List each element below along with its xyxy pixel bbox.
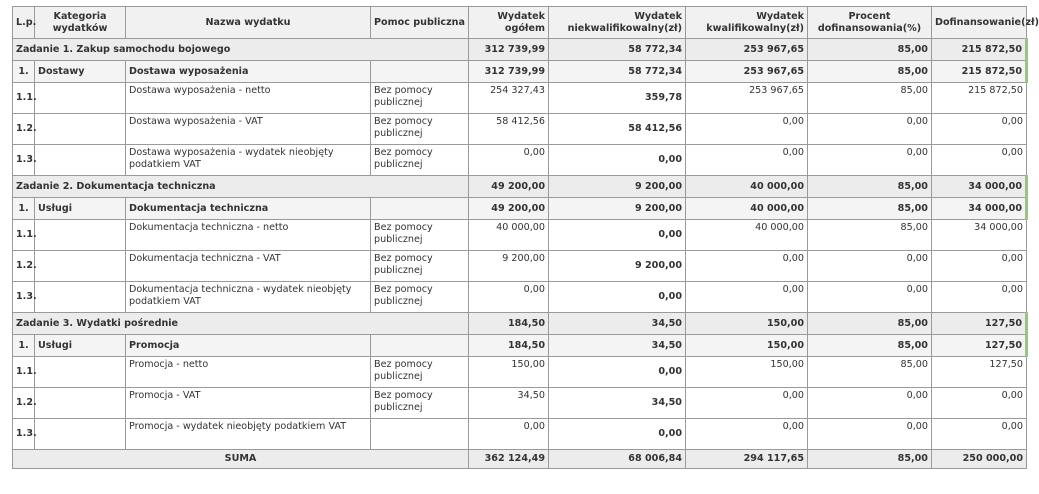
item-aid: Bez pomocy publicznej [371,251,469,282]
category-qualified: 40 000,00 [686,198,808,220]
item-row [13,114,1027,145]
item-nonqualified: 0,00 [549,419,686,450]
item-category [35,220,126,251]
expense-group-name: Dostawa wyposażenia [126,61,371,83]
item-aid: Bez pomocy publicznej [371,114,469,145]
expense-group-name: Dokumentacja techniczna [126,198,371,220]
category-nonqualified: 9 200,00 [549,198,686,220]
category-row [13,61,1027,83]
task-percent: 85,00 [808,176,932,198]
item-row [13,145,1027,176]
item-lp: 1.2. [13,251,35,282]
header-cofinancing: Dofinansowanie(zł) [932,7,1027,39]
task-qualified: 40 000,00 [686,176,808,198]
item-name: Dostawa wyposażenia - VAT [126,114,371,145]
header-public-aid: Pomoc publiczna [371,7,469,39]
task-cofinancing: 127,50 [932,313,1027,335]
task-row [13,39,1027,61]
item-row [13,419,1027,450]
item-percent: 0,00 [808,388,932,419]
category-total: 184,50 [469,335,549,357]
category-cofinancing: 215 872,50 [932,61,1027,83]
item-name: Dostawa wyposażenia - netto [126,83,371,114]
item-percent: 0,00 [808,145,932,176]
item-name: Dokumentacja techniczna - wydatek nieobjęty podatkiem VAT [126,282,371,313]
item-cofinancing: 0,00 [932,282,1027,313]
task-cofinancing: 34 000,00 [932,176,1027,198]
item-nonqualified: 0,00 [549,145,686,176]
category-row [13,335,1027,357]
category-percent: 85,00 [808,335,932,357]
item-cofinancing: 0,00 [932,145,1027,176]
item-lp: 1.3. [13,145,35,176]
task-nonqualified: 34,50 [549,313,686,335]
item-total: 0,00 [469,419,549,450]
sum-nonqualified: 68 006,84 [549,450,686,469]
item-row [13,388,1027,419]
category-nonqualified: 58 772,34 [549,61,686,83]
item-total: 34,50 [469,388,549,419]
item-percent: 0,00 [808,282,932,313]
item-cofinancing: 0,00 [932,251,1027,282]
item-total: 254 327,43 [469,83,549,114]
category-aid [371,61,469,83]
item-lp: 1.1. [13,220,35,251]
category-name: Usługi [35,335,126,357]
item-aid: Bez pomocy publicznej [371,357,469,388]
task-nonqualified: 9 200,00 [549,176,686,198]
item-lp: 1.3. [13,419,35,450]
header-category: Kategoria wydatków [35,7,126,39]
item-name: Dokumentacja techniczna - VAT [126,251,371,282]
category-total: 49 200,00 [469,198,549,220]
item-aid: Bez pomocy publicznej [371,83,469,114]
task-total: 312 739,99 [469,39,549,61]
item-percent: 85,00 [808,357,932,388]
item-lp: 1.1. [13,83,35,114]
category-qualified: 150,00 [686,335,808,357]
item-lp: 1.2. [13,388,35,419]
item-nonqualified: 0,00 [549,282,686,313]
category-cofinancing: 34 000,00 [932,198,1027,220]
item-nonqualified: 58 412,56 [549,114,686,145]
header-percent: Procent dofinansowania(%) [808,7,932,39]
header-name: Nazwa wydatku [126,7,371,39]
header-nonqualified: Wydatek niekwalifikowalny(zł) [549,7,686,39]
item-category [35,114,126,145]
item-nonqualified: 0,00 [549,220,686,251]
item-nonqualified: 359,78 [549,83,686,114]
item-qualified: 0,00 [686,114,808,145]
sum-qualified: 294 117,65 [686,450,808,469]
item-percent: 0,00 [808,251,932,282]
item-category [35,145,126,176]
item-category [35,357,126,388]
item-category [35,251,126,282]
item-name: Promocja - wydatek nieobjęty podatkiem VAT [126,419,371,450]
category-name: Usługi [35,198,126,220]
item-aid: Bez pomocy publicznej [371,282,469,313]
item-cofinancing: 0,00 [932,419,1027,450]
item-qualified: 253 967,65 [686,83,808,114]
item-total: 150,00 [469,357,549,388]
item-category [35,282,126,313]
task-title: Zadanie 2. Dokumentacja techniczna [13,176,469,198]
item-lp: 1.1. [13,357,35,388]
task-title: Zadanie 3. Wydatki pośrednie [13,313,469,335]
category-total: 312 739,99 [469,61,549,83]
category-lp: 1. [13,335,35,357]
task-cofinancing: 215 872,50 [932,39,1027,61]
item-aid: Bez pomocy publicznej [371,220,469,251]
header-qualified: Wydatek kwalifikowalny(zł) [686,7,808,39]
category-row [13,198,1027,220]
task-percent: 85,00 [808,39,932,61]
item-category [35,83,126,114]
task-row [13,313,1027,335]
item-aid: Bez pomocy publicznej [371,388,469,419]
task-row [13,176,1027,198]
item-cofinancing: 34 000,00 [932,220,1027,251]
category-nonqualified: 34,50 [549,335,686,357]
task-qualified: 150,00 [686,313,808,335]
expense-group-name: Promocja [126,335,371,357]
item-qualified: 0,00 [686,251,808,282]
category-aid [371,335,469,357]
item-row [13,220,1027,251]
sum-row [13,450,1027,469]
item-qualified: 0,00 [686,145,808,176]
item-row [13,357,1027,388]
item-percent: 0,00 [808,114,932,145]
item-total: 9 200,00 [469,251,549,282]
item-percent: 0,00 [808,419,932,450]
item-aid: Bez pomocy publicznej [371,145,469,176]
item-nonqualified: 34,50 [549,388,686,419]
item-qualified: 0,00 [686,388,808,419]
header-lp: L.p. [13,7,35,39]
task-total: 184,50 [469,313,549,335]
item-percent: 85,00 [808,83,932,114]
task-nonqualified: 58 772,34 [549,39,686,61]
item-nonqualified: 0,00 [549,357,686,388]
item-category [35,388,126,419]
item-row [13,251,1027,282]
item-nonqualified: 9 200,00 [549,251,686,282]
item-qualified: 40 000,00 [686,220,808,251]
sum-label: SUMA [13,450,469,469]
task-total: 49 200,00 [469,176,549,198]
item-percent: 85,00 [808,220,932,251]
task-title: Zadanie 1. Zakup samochodu bojowego [13,39,469,61]
item-cofinancing: 215 872,50 [932,83,1027,114]
category-percent: 85,00 [808,198,932,220]
item-aid [371,419,469,450]
item-name: Dokumentacja techniczna - netto [126,220,371,251]
task-percent: 85,00 [808,313,932,335]
category-name: Dostawy [35,61,126,83]
item-cofinancing: 0,00 [932,114,1027,145]
item-name: Promocja - VAT [126,388,371,419]
task-qualified: 253 967,65 [686,39,808,61]
item-row [13,83,1027,114]
item-cofinancing: 0,00 [932,388,1027,419]
item-total: 0,00 [469,282,549,313]
category-qualified: 253 967,65 [686,61,808,83]
category-aid [371,198,469,220]
item-total: 40 000,00 [469,220,549,251]
header-total: Wydatek ogółem [469,7,549,39]
item-name: Dostawa wyposażenia - wydatek nieobjęty podatkiem VAT [126,145,371,176]
header-row [13,7,1027,39]
sum-total: 362 124,49 [469,450,549,469]
category-lp: 1. [13,198,35,220]
category-lp: 1. [13,61,35,83]
item-lp: 1.2. [13,114,35,145]
sum-percent: 85,00 [808,450,932,469]
category-percent: 85,00 [808,61,932,83]
item-name: Promocja - netto [126,357,371,388]
category-cofinancing: 127,50 [932,335,1027,357]
item-qualified: 0,00 [686,419,808,450]
item-qualified: 150,00 [686,357,808,388]
item-total: 58 412,56 [469,114,549,145]
item-row [13,282,1027,313]
item-lp: 1.3. [13,282,35,313]
budget-table [12,6,1039,469]
item-total: 0,00 [469,145,549,176]
sum-cofinancing: 250 000,00 [932,450,1027,469]
item-qualified: 0,00 [686,282,808,313]
item-category [35,419,126,450]
item-cofinancing: 127,50 [932,357,1027,388]
